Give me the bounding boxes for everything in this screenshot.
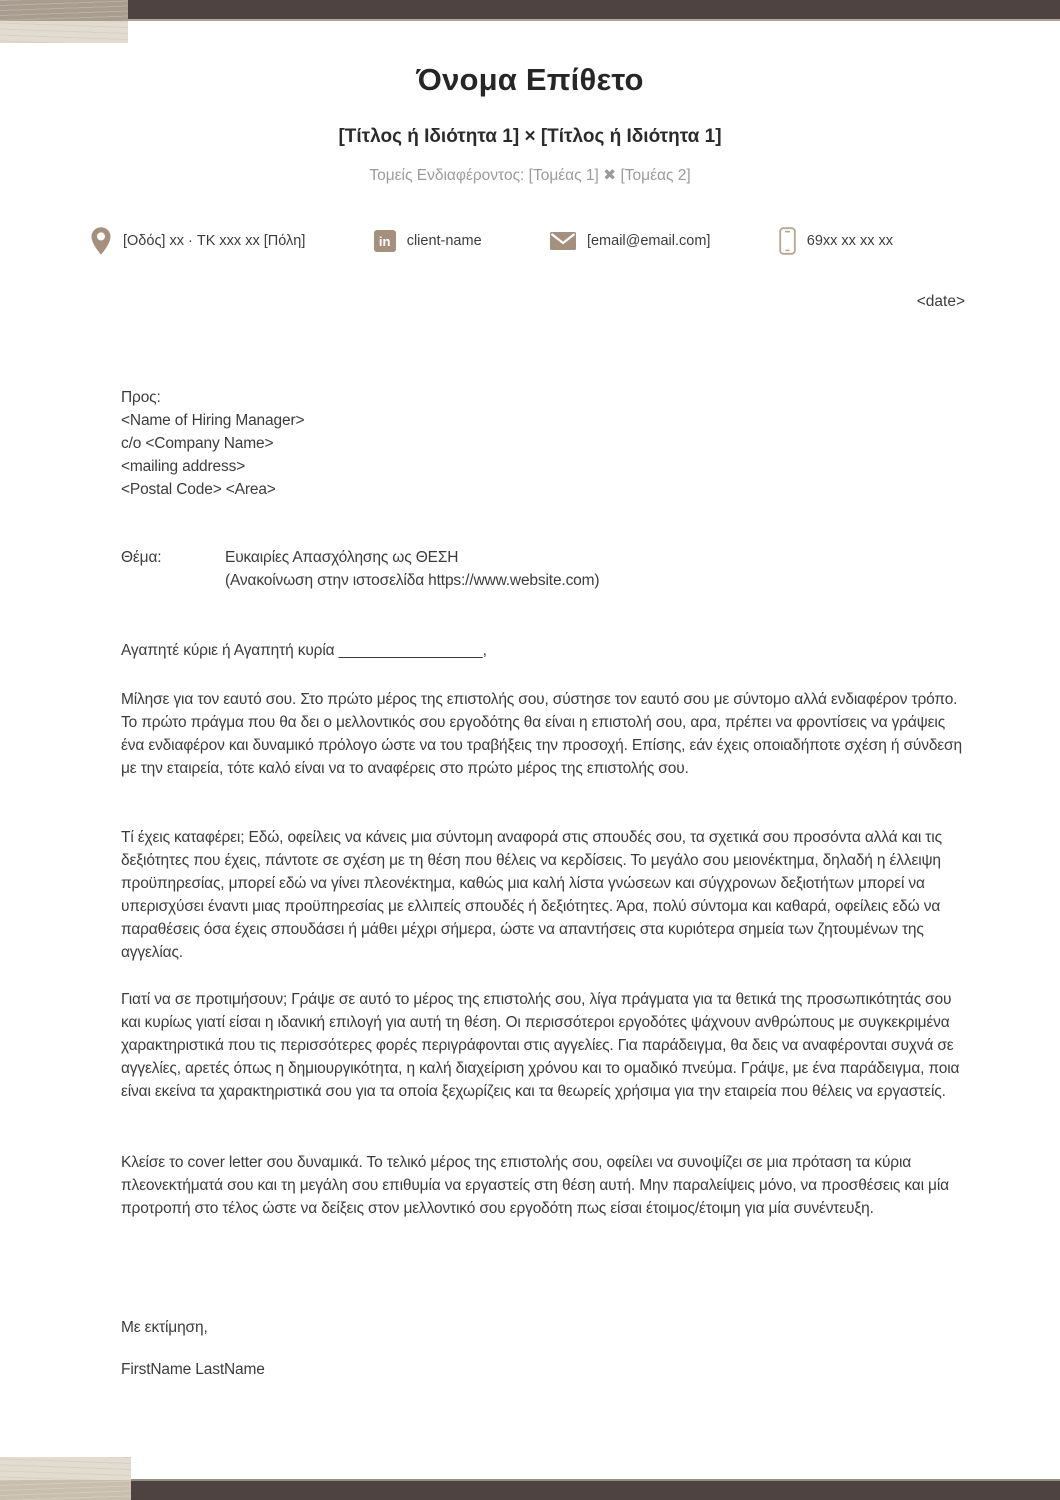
applicant-name: Όνομα Επίθετο — [416, 62, 644, 97]
contact-address-text: [Οδός] xx · ΤΚ xxx xx [Πόλη] — [123, 233, 306, 249]
subject-content — [225, 546, 599, 592]
subject-line-2: (Ανακοίνωση στην ιστοσελίδα https://www.website.com) — [225, 572, 600, 589]
body-paragraph: Κλείσε το cover letter σου δυναμικά. Το τελικό μέρος της επιστολής σου, οφείλει να συνοψίζει σε μια πρόταση τα κύρια πλεονεκτήματά σου και τη μεγάλη σου επιθυμία να εργαστείς στη θέση αυτή. Μην παραλείψεις μόνο, να προσθέσεις και μία προτροπή στο τέλος ώστε να δείξεις στον μελλοντικό σου εργοδότη πως είσαι έτοιμος/έτοιμη για μία συνέντευξη. — [121, 1154, 949, 1217]
recipient-line: c/o <Company Name> — [121, 435, 274, 452]
recipient-line: <Name of Hiring Manager> — [121, 412, 305, 429]
contact-phone — [779, 227, 893, 255]
phone-icon — [779, 227, 796, 255]
contact-phone-text: 69xx xx xx xx — [806, 233, 893, 249]
body-paragraph: Γιατί να σε προτιμήσουν; Γράψε σε αυτό το μέρος της επιστολής σου, λίγα πράγματα για τα θετικά της προσωπικότητάς σου και κυρίως γιατί είσαι η ιδανική επιλογή για αυτή τη θέση. Οι περισσότεροι εργοδότες ψάχνουν ανθρώπους με συγκεκριμένα χαρακτηριστικά που τις περισσότερες φορές περιγράφονται στις αγγελίες. Για παράδειγμα, θα δεις να αναφέρονται συχνά σε αγγελίες, αρετές όπως η δημιουργικότητα, η καλή διαχείριση χρόνου και το ομαδικό πνεύμα. Γράψε, με ένα παράδειγμα, ποια είναι εκείνα τα χαρακτηριστικά σου για τα οποία ξεχωρίζεις και τα θεωρείς χρήσιμα για την εταιρεία που θέλεις να εργαστείς. — [121, 991, 960, 1100]
contact-linkedin[interactable] — [374, 230, 482, 252]
recipient-line: <Postal Code> <Area> — [121, 481, 276, 498]
wood-texture-bottom-left — [0, 1457, 131, 1500]
top-accent-bar — [0, 0, 1060, 19]
interests-line: Τομείς Ενδιαφέροντος: [Τομέας 1] ✖ [Τομέας 2] — [369, 167, 691, 184]
subject-block — [121, 546, 966, 592]
contact-email-text: [email@email.com] — [586, 233, 711, 249]
location-pin-icon — [90, 226, 112, 256]
body-paragraph: Μίλησε για τον εαυτό σου. Στο πρώτο μέρος της επιστολής σου, σύστησε τον εαυτό σου με σύντομο αλλά ενδιαφέρον τρόπο. Το πρώτο πράγμα που θα δει ο μελλοντικός σου εργοδότης θα είναι η επιστολή σου, αρα, πρέπει να φροντίσεις να γράψεις ένα ενδιαφέρον και δυναμικό πρόλογο ώστε να του τραβήξεις την προσοχή. Επίσης, εάν έχεις οποιαδήποτε σχέση ή σύνδεση με την εταιρεία, τότε καλό είναι να το αναφέρεις στο πρώτο μέρος της επιστολής σου. — [121, 691, 962, 777]
top-accent-line — [0, 19, 1060, 21]
bottom-accent-line — [0, 1479, 1060, 1481]
bottom-accent-bar — [0, 1481, 1060, 1500]
contact-email[interactable] — [550, 232, 711, 250]
recipient-line: Προς: — [121, 389, 161, 406]
wood-texture-top-left — [0, 0, 128, 43]
date-placeholder: <date> — [916, 293, 965, 310]
recipient-block — [121, 386, 966, 501]
subject-line-1: Ευκαιρίες Απασχόλησης ως ΘΕΣΗ — [225, 549, 459, 566]
email-icon — [550, 232, 576, 250]
recipient-line: <mailing address> — [121, 458, 246, 475]
subject-label: Θέμα: — [121, 549, 162, 566]
greeting-line: Αγαπητέ κύριε ή Αγαπητή κυρία _________________, — [121, 642, 487, 659]
linkedin-icon: in — [374, 230, 396, 252]
contact-linkedin-text: client-name — [406, 233, 482, 249]
applicant-titles: [Τίτλος ή Ιδιότητα 1] × [Τίτλος ή Ιδιότητα 1] — [338, 126, 722, 147]
closing-signature-name: FirstName LastName — [121, 1361, 265, 1378]
contact-address — [90, 226, 305, 256]
contact-strip — [90, 226, 893, 256]
closing-salutation: Με εκτίμηση, — [121, 1319, 208, 1336]
body-paragraph: Τί έχεις καταφέρει; Εδώ, οφείλεις να κάνεις μια σύντομη αναφορά στις σπουδές σου, τα σχετικά σου προσόντα αλλά και τις δεξιότητες που έχεις, πάντοτε σε σχέση με τη θέση που θέλεις να κερδίσεις. Το μεγάλο σου μειονέκτημα, δηλαδή η έλλειψη προϋπηρεσίας, μπορεί εδώ να γίνει πλεονέκτημα, καθώς μια καλή λίστα γνώσεων και σύγχρονων δεξιοτήτων μπορεί να υπερισχύσει έναντι μιας προϋπηρεσίας με ελλιπείς σπουδές ή δεξιότητες. Άρα, πολύ σύντομα και καθαρά, οφείλεις εδώ να παραθέσεις όσα έχεις σπουδάσει ή μάθει μέχρι σήμερα, ώστε να απαντήσεις στα κυριότερα σημεία των ζητουμένων της αγγελίας. — [121, 829, 942, 961]
